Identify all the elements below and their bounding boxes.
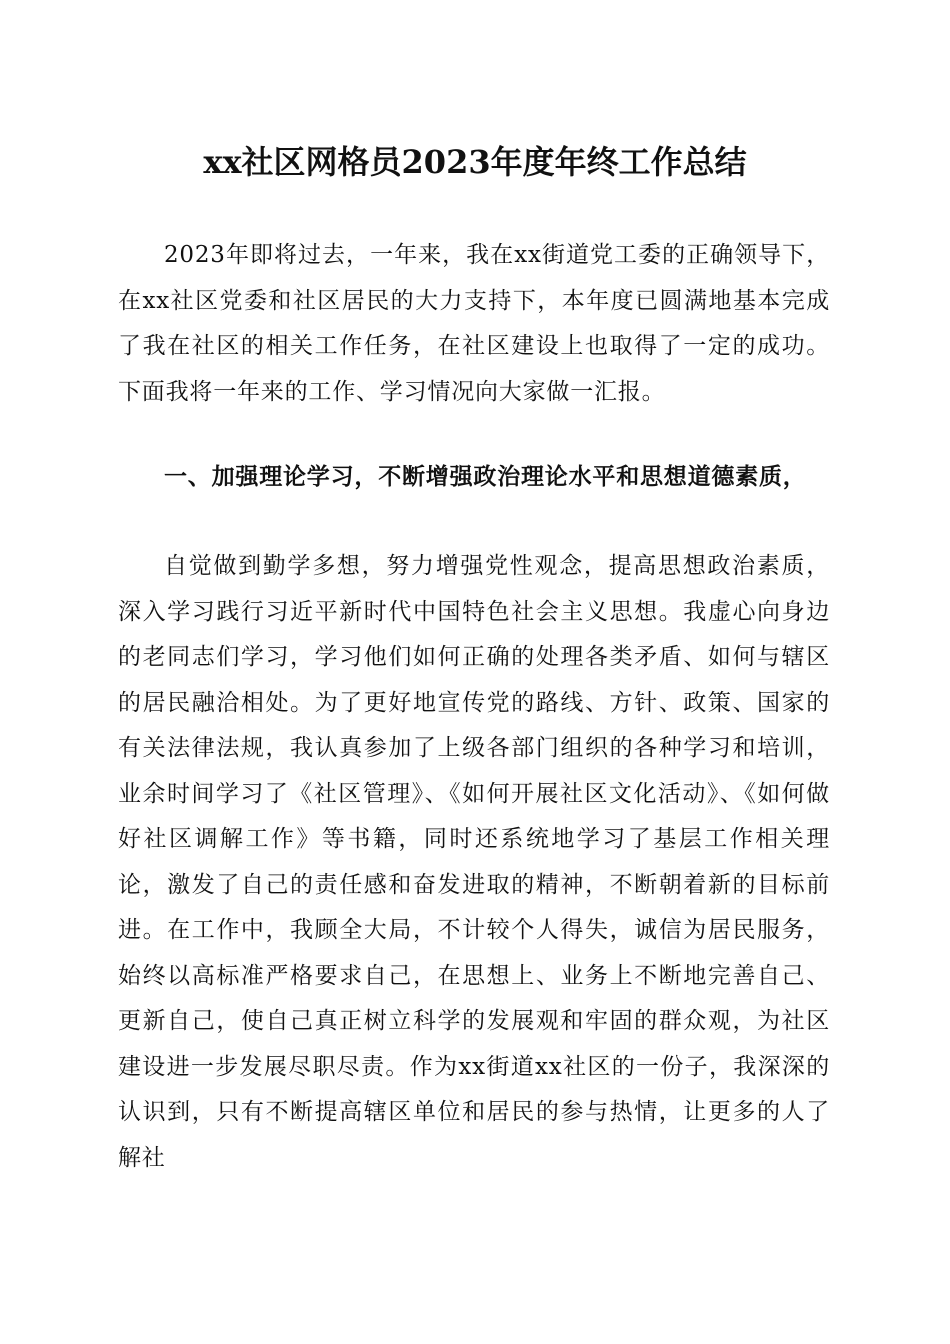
section-heading: 一、加强理论学习，不断增强政治理论水平和思想道德素质，: [164, 464, 807, 490]
section-paragraph: 自觉做到勤学多想，努力增强党性观念，提高思想政治素质，深入学习践行习近平新时代中国特色社会主义思想。我虚心向身边的老同志们学习，学习他们如何正确的处理各类矛盾、如何与辖区的居民融洽相处。为了更好地宣传党的路线、方针、政策、国家的有关法律法规，我认真参加了上级各部门组织的各种学习和培训，业余时间学习了《社区管理》、《如何开展社区文化活动》、《如何做好社区调解工作》等书籍，同时还系统地学习了基层工作相关理论，激发了自己的责任感和奋发进取的精神，不断朝着新的目标前进。在工作中，我顾全大局，不计较个人得失，诚信为居民服务，始终以高标准严格要求自己，在思想上、业务上不断地完善自己、更新自己，使自己真正树立科学的发展观和牢固的群众观，为社区建设进一步发展尽职尽责。作为xx街道xx社区的一份子，我深深的认识到，只有不断提高辖区单位和居民的参与热情，让更多的人了解社: [118, 553, 830, 1171]
document-title: xx社区网格员2023年度年终工作总结: [203, 143, 747, 181]
intro-paragraph: 2023年即将过去，一年来，我在xx街道党工委的正确领导下，在xx社区党委和社区居民的大力支持下，本年度已圆满地基本完成了我在社区的相关工作任务，在社区建设上也取得了一定的成功。下面我将一年来的工作、学习情况向大家做一汇报。: [118, 242, 830, 405]
